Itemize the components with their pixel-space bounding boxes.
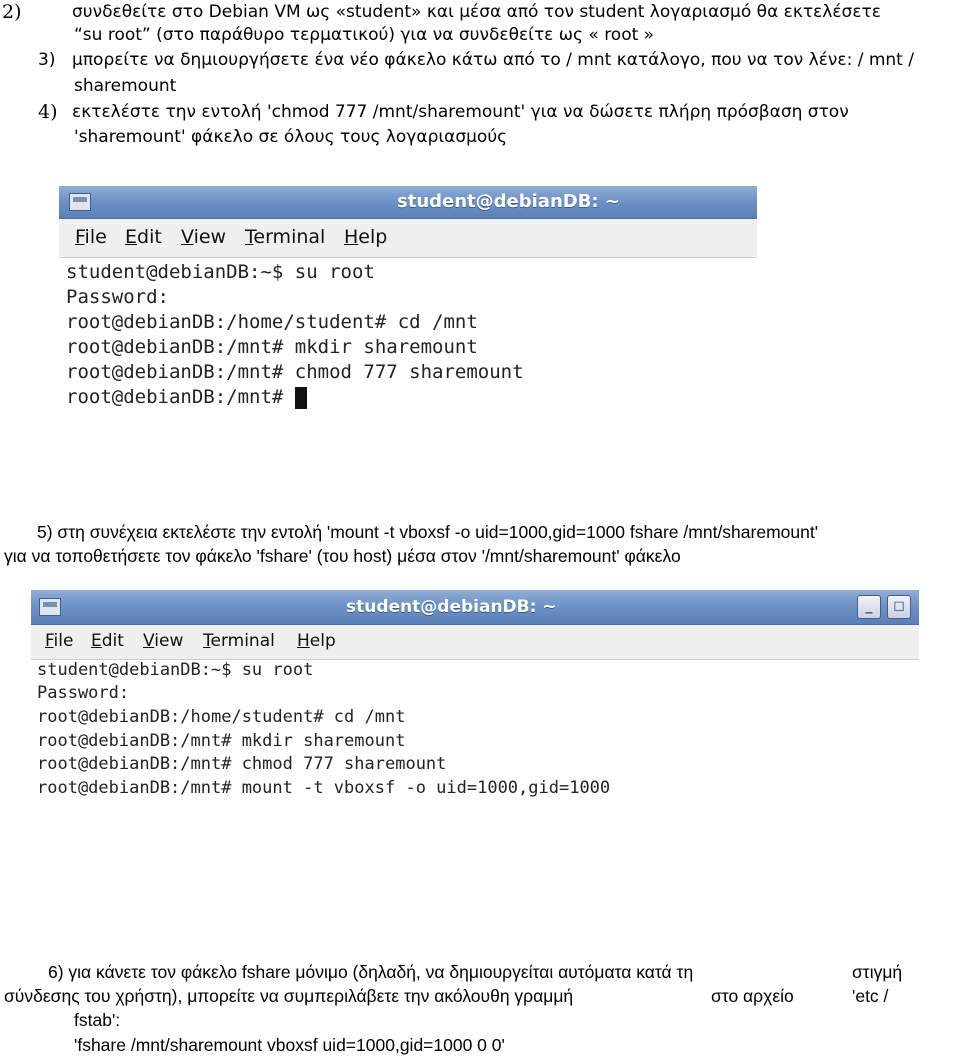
step-2-line-1: συνδεθείτε στο Debian VM ως «student» και μέσα από τον student λογαριασμό θα εκτελέσετε bbox=[72, 2, 881, 22]
terminal-app-icon bbox=[69, 193, 91, 211]
step-6-line-1: 6) για κάνετε τον φάκελο fshare μόνιμο (δηλαδή, να δημιουργείται αυτόματα κατά τη bbox=[48, 962, 694, 982]
terminal-1-line: student@debianDB:~$ su root bbox=[66, 261, 375, 283]
terminal-window-2 bbox=[31, 590, 919, 894]
terminal-1-line: root@debianDB:/home/student# cd /mnt bbox=[66, 311, 478, 333]
minimize-button[interactable]: _ bbox=[857, 595, 881, 619]
terminal-2-body[interactable] bbox=[31, 660, 919, 894]
menu-file[interactable]: File bbox=[75, 226, 107, 248]
terminal-2-line: Password: bbox=[37, 683, 130, 703]
terminal-window-1 bbox=[59, 186, 757, 438]
terminal-1-line: Password: bbox=[66, 286, 169, 308]
terminal-1-title: student@debianDB: ~ bbox=[397, 191, 620, 212]
terminal-2-line: root@debianDB:/home/student# cd /mnt bbox=[37, 707, 406, 727]
step-6-line-2: σύνδεσης του χρήστη), μπορείτε να συμπεριλάβετε την ακόλουθη γραμμή bbox=[4, 986, 574, 1006]
step-6-line-1-tail: στιγμή bbox=[852, 962, 903, 982]
terminal-2-menubar bbox=[31, 625, 919, 660]
terminal-2-line: student@debianDB:~$ su root bbox=[37, 660, 314, 680]
step-6-line-2-mid: στο αρχείο bbox=[711, 986, 794, 1006]
menu-view[interactable]: View bbox=[181, 226, 227, 248]
step-3-line-1: μπορείτε να δημιουργήσετε ένα νέο φάκελο κάτω από το / mnt κατάλογο, που να τον λένε: / mnt / bbox=[72, 50, 914, 70]
terminal-1-line: root@debianDB:/mnt# mkdir sharemount bbox=[66, 336, 478, 358]
terminal-1-titlebar[interactable] bbox=[59, 186, 757, 219]
terminal-cursor bbox=[295, 387, 307, 409]
step-5-line-1: 5) στη συνέχεια εκτελέστε την εντολή 'mount -t vboxsf -o uid=1000,gid=1000 fshare /mnt/sharemount' bbox=[37, 522, 819, 542]
terminal-2-line: root@debianDB:/mnt# mount -t vboxsf -o uid=1000,gid=1000 bbox=[37, 778, 611, 798]
terminal-1-menubar bbox=[59, 219, 757, 258]
terminal-2-title: student@debianDB: ~ bbox=[346, 597, 557, 617]
step-6-line-2-tail: 'etc / bbox=[852, 986, 889, 1006]
terminal-2-line: root@debianDB:/mnt# mkdir sharemount bbox=[37, 731, 406, 751]
step-4-number: 4) bbox=[38, 101, 58, 123]
terminal-2-line: root@debianDB:/mnt# chmod 777 sharemount bbox=[37, 754, 447, 774]
terminal-1-prompt: root@debianDB:/mnt# bbox=[66, 386, 295, 408]
terminal-app-icon bbox=[39, 598, 61, 616]
step-6-line-3: fstab': bbox=[74, 1010, 121, 1030]
menu-help[interactable]: Help bbox=[297, 631, 336, 651]
step-2-number: 2) bbox=[2, 1, 22, 23]
menu-view[interactable]: View bbox=[143, 631, 184, 651]
menu-edit[interactable]: Edit bbox=[91, 631, 124, 651]
terminal-1-body[interactable] bbox=[59, 258, 757, 438]
step-5-line-2: για να τοποθετήσετε τον φάκελο 'fshare' (του host) μέσα στον '/mnt/sharemount' φάκελο bbox=[4, 546, 681, 566]
step-2-line-2: “su root” (στο παράθυρο τερματικού) για να συνδεθείτε ως « root » bbox=[74, 25, 655, 45]
maximize-button[interactable]: ◻ bbox=[887, 595, 911, 619]
step-3-line-2: sharemount bbox=[74, 76, 177, 96]
terminal-1-line: root@debianDB:/mnt# chmod 777 sharemount bbox=[66, 361, 524, 383]
terminal-2-titlebar[interactable] bbox=[31, 590, 919, 625]
step-6-fstab-line: 'fshare /mnt/sharemount vboxsf uid=1000,gid=1000 0 0' bbox=[74, 1035, 505, 1055]
menu-help[interactable]: Help bbox=[344, 226, 388, 248]
step-4-line-1: εκτελέστε την εντολή 'chmod 777 /mnt/sharemount' για να δώσετε πλήρη πρόσβαση στον bbox=[72, 102, 849, 122]
menu-terminal[interactable]: Terminal bbox=[203, 631, 275, 651]
menu-terminal[interactable]: Terminal bbox=[245, 226, 326, 248]
terminal-1-line bbox=[66, 386, 307, 409]
step-3-number: 3) bbox=[38, 50, 56, 70]
step-4-line-2: 'sharemount' φάκελο σε όλους τους λογαριασμούς bbox=[74, 127, 508, 147]
menu-file[interactable]: File bbox=[45, 631, 74, 651]
menu-edit[interactable]: Edit bbox=[125, 226, 162, 248]
